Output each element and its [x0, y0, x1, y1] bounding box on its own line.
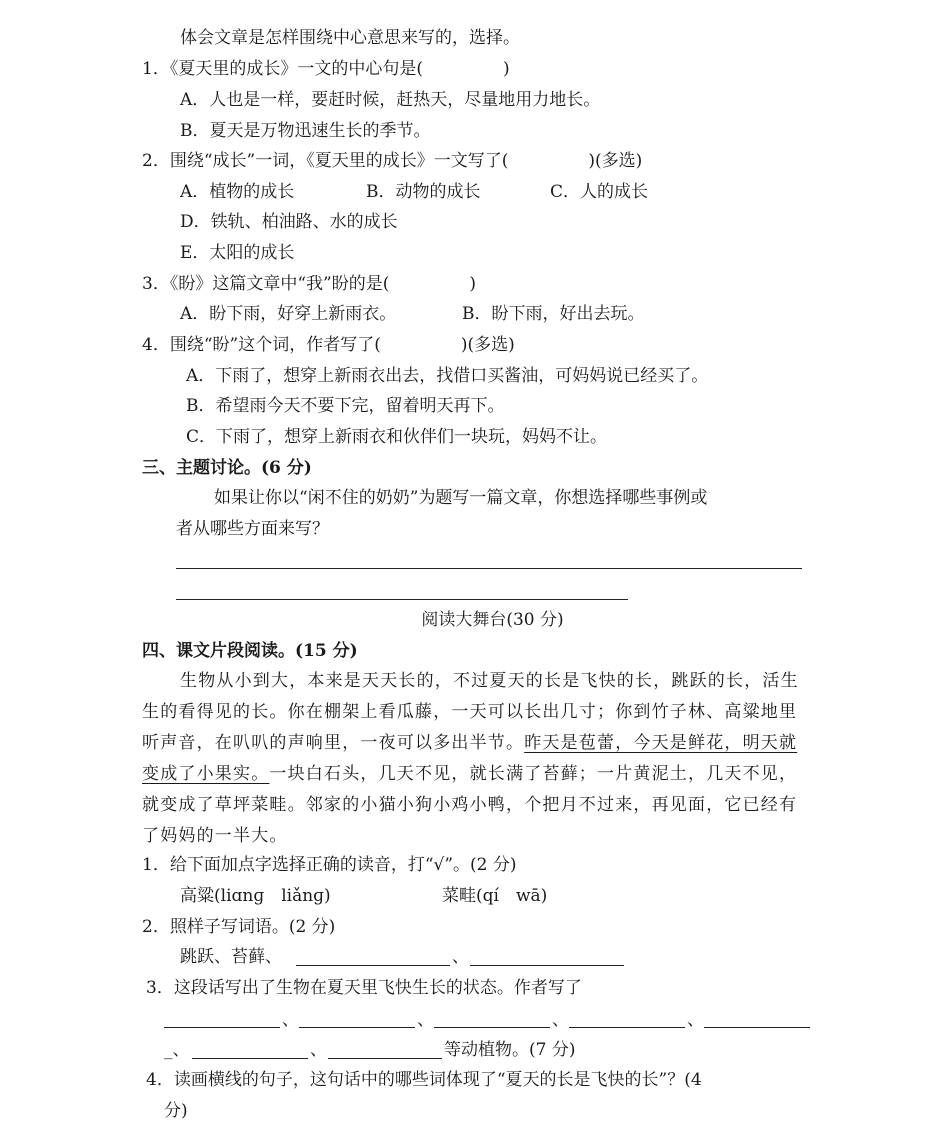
question-4-option-b[interactable]: B．希望雨今天不要下完，留着明天再下。 — [186, 396, 505, 416]
answer-blank[interactable] — [299, 1027, 415, 1028]
question-1-close: ) — [502, 59, 510, 79]
section-4-title: 四、课文片段阅读。(15 分) — [142, 641, 358, 661]
blank-continuation: _、 — [164, 1040, 190, 1060]
question-3-close: ) — [469, 274, 476, 294]
question-4-option-a[interactable]: A．下雨了，想穿上新雨衣出去，找借口买酱油，可妈妈说已经买了。 — [186, 366, 709, 386]
question-4 — [142, 333, 515, 357]
answer-blank[interactable] — [192, 1058, 308, 1059]
separator: 、 — [417, 1010, 434, 1030]
passage-part-1: 生物从小到大，本来是天天长的，不过夏天的长是飞快的长，跳跃的长，活生生的看得见的长。你在棚架上看瓜藤，一天可以长出几寸；你到竹子林、高粱地里听声音，在叭叭的声响里，一夜可以多出半节。 — [142, 671, 799, 753]
section-4-question-3-tail: 等动植物。(7 分) — [444, 1040, 576, 1060]
passage-part-2: 一块白石头，几天不见，就长满了苔藓；一片黄泥土，几天不见，就变成了草坪菜畦。邻家的小猫小狗小鸡小鸭，个把月不过来，再见面，它已经有了妈妈的一半大。 — [142, 764, 798, 846]
section-4-question-2: 2．照样子写词语。(2 分) — [142, 917, 336, 937]
question-2-stem: 2．围绕“成长”一词，《夏天里的成长》一文写了( — [142, 151, 509, 171]
question-4-stem: 4．围绕“盼”这个词，作者写了( — [142, 335, 381, 355]
underlined-sentence: 昨天是苞蕾，今天是鲜花，明天就变成了小果实。 — [142, 733, 798, 784]
answer-blank[interactable] — [470, 965, 624, 966]
separator: 、 — [310, 1040, 327, 1060]
answer-blank[interactable] — [434, 1027, 550, 1028]
question-4-option-c[interactable]: C．下雨了，想穿上新雨衣和伙伴们一块玩，妈妈不让。 — [186, 427, 608, 447]
question-2 — [142, 149, 642, 173]
reading-stage-title: 阅读大舞台(30 分) — [421, 610, 564, 630]
passage — [142, 666, 802, 852]
answer-blank[interactable] — [704, 1027, 810, 1028]
question-2-close: )(多选) — [588, 151, 643, 171]
question-3-stem: 3．《盼》这篇文章中“我”盼的是( — [142, 274, 390, 294]
question-1-stem: 1．《夏天里的成长》一文的中心句是( — [142, 59, 423, 79]
section-4-question-1: 1．给下面加点字选择正确的读音，打“√”。(2 分) — [142, 855, 517, 875]
section-4-question-4-line-2: 分) — [164, 1101, 188, 1121]
question-2-option-c[interactable]: C．人的成长 — [550, 182, 649, 202]
answer-blank[interactable] — [328, 1058, 442, 1059]
question-4-close: )(多选) — [460, 335, 515, 355]
question-2-option-b[interactable]: B．动物的成长 — [366, 182, 481, 202]
question-1 — [142, 57, 510, 81]
section-4-question-3: 3．这段话写出了生物在夏天里飞快生长的状态。作者写了 — [146, 978, 582, 998]
question-2-option-d[interactable]: D．铁轨、柏油路、水的成长 — [180, 212, 398, 232]
separator: 、 — [552, 1010, 569, 1030]
section-4-question-2-example: 跳跃、苔藓、 — [180, 947, 282, 967]
question-2-option-a[interactable]: A．植物的成长 — [180, 182, 295, 202]
section-3-prompt-line-1: 如果让你以“闲不住的奶奶”为题写一篇文章，你想选择哪些事例或 — [214, 488, 708, 508]
question-3-option-b[interactable]: B．盼下雨，好出去玩。 — [462, 304, 645, 324]
answer-line[interactable] — [176, 599, 628, 600]
answer-blank[interactable] — [164, 1027, 280, 1028]
question-1-option-b[interactable]: B．夏天是万物迅速生长的季节。 — [180, 121, 431, 141]
separator: 、 — [282, 1010, 299, 1030]
answer-line[interactable] — [176, 568, 802, 569]
question-1-option-a[interactable]: A．人也是一样，要赶时候，赶热天，尽量地用力地长。 — [180, 90, 601, 110]
question-3-option-a[interactable]: A．盼下雨，好穿上新雨衣。 — [180, 304, 397, 324]
intro-text: 体会文章是怎样围绕中心意思来写的，选择。 — [180, 28, 520, 48]
answer-blank[interactable] — [569, 1027, 685, 1028]
answer-blank[interactable] — [296, 965, 450, 966]
question-2-option-e[interactable]: E．太阳的成长 — [180, 243, 295, 263]
section-3-title: 三、主题讨论。(6 分) — [142, 458, 312, 478]
separator: 、 — [452, 947, 469, 967]
question-3 — [142, 272, 476, 296]
section-3-prompt-line-2: 者从哪些方面来写？ — [176, 519, 329, 539]
section-4-question-4-line-1: 4．读画横线的句子，这句话中的哪些词体现了“夏天的长是飞快的长”？(4 — [146, 1070, 702, 1090]
separator: 、 — [687, 1010, 704, 1030]
pinyin-item-1[interactable]: 高粱(liɑnɡ liǎnɡ) — [180, 886, 331, 906]
pinyin-item-2[interactable]: 菜畦(qí wā) — [442, 886, 548, 906]
